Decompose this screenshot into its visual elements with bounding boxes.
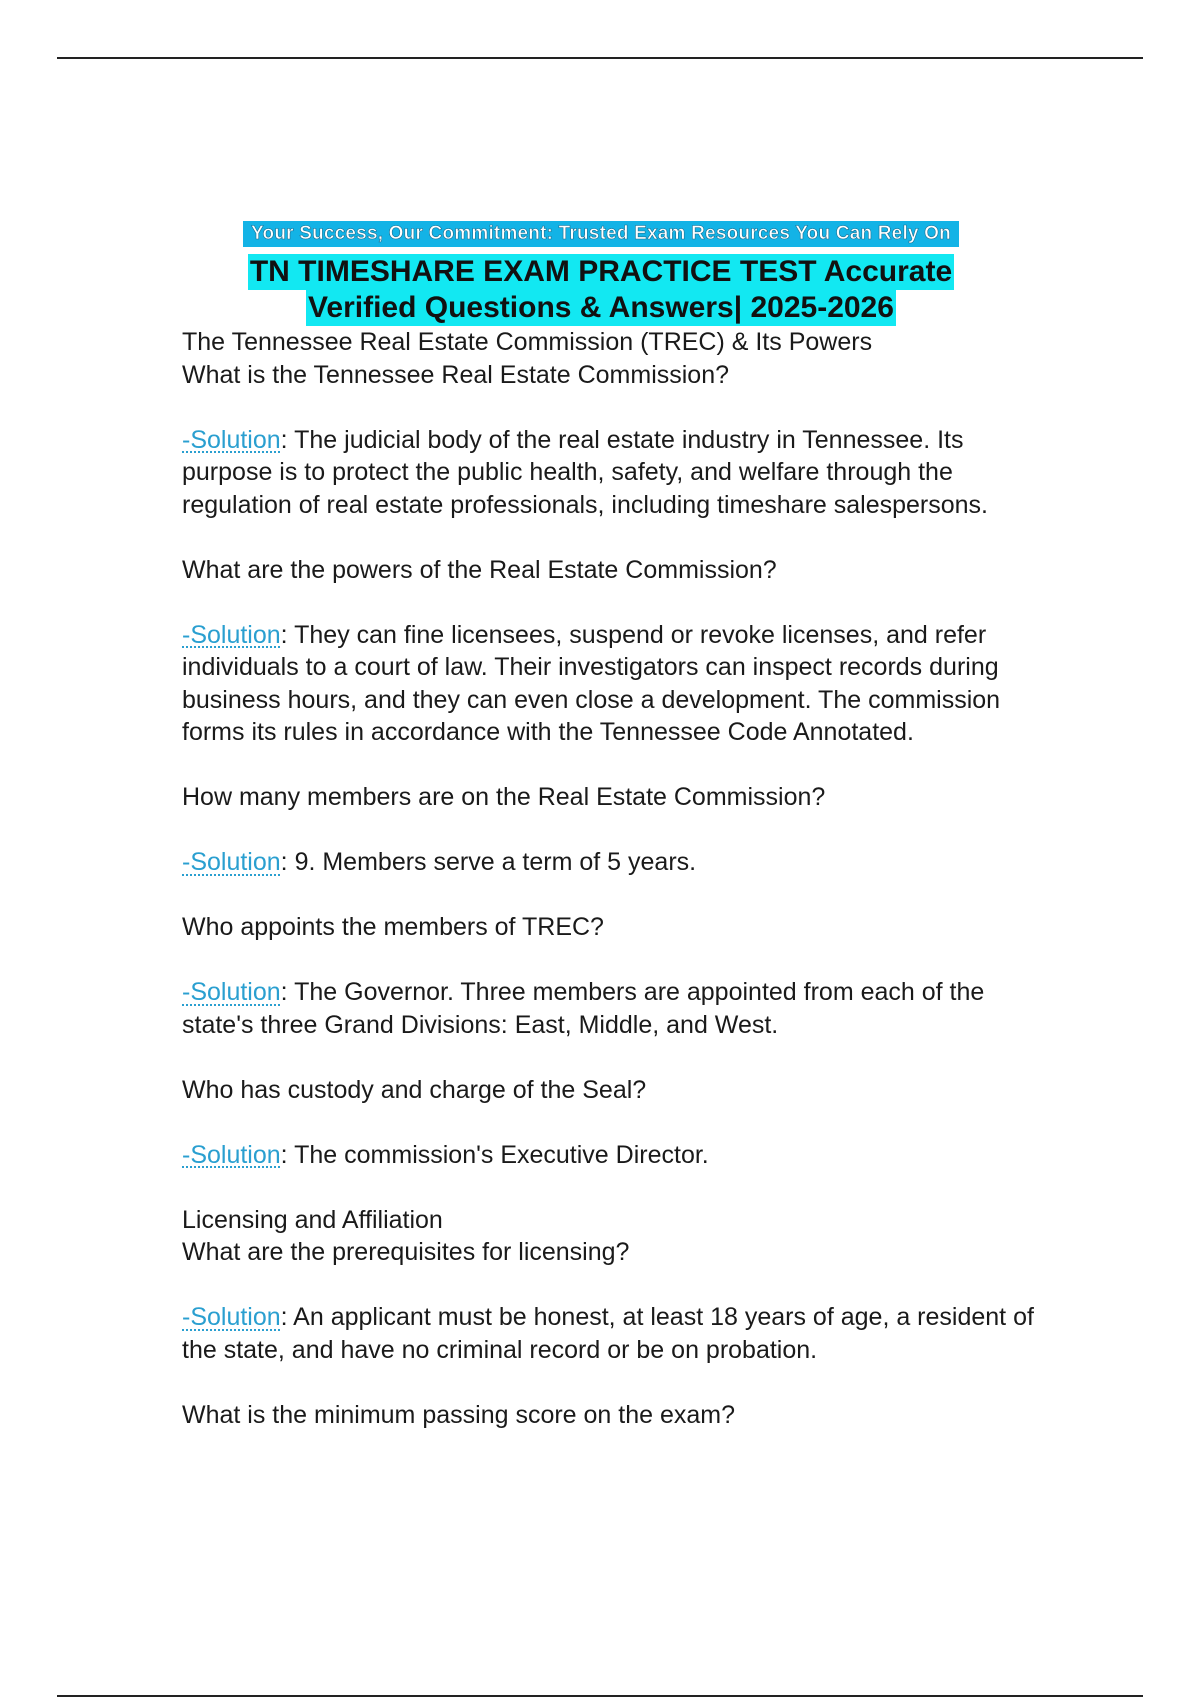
section-heading: The Tennessee Real Estate Commission (TREC) & Its Powers	[182, 328, 873, 356]
tagline-text: Your Success, Our Commitment: Trusted Exam Resources You Can Rely On	[243, 221, 959, 247]
solution-link[interactable]: -Solution	[182, 425, 281, 454]
answer	[182, 1139, 1042, 1172]
question: What is the minimum passing score on the exam?	[182, 1400, 736, 1429]
question: What are the powers of the Real Estate Commission?	[182, 555, 777, 584]
bottom-rule	[57, 1695, 1143, 1697]
answer	[182, 846, 1042, 879]
answer-text: : The Governor. Three members are appointed from each of the state's three Grand Divisions: East, Middle, and West.	[182, 978, 985, 1039]
answer	[182, 424, 1042, 522]
answer-text: : 9. Members serve a term of 5 years.	[280, 848, 697, 876]
solution-link[interactable]: -Solution	[182, 848, 281, 876]
question: Who has custody and charge of the Seal?	[182, 1075, 647, 1104]
top-rule	[57, 57, 1143, 59]
question: How many members are on the Real Estate Commission?	[182, 783, 826, 811]
answer-text: : An applicant must be honest, at least 18 years of age, a resident of the state, and have no criminal record or be on probation.	[182, 1303, 1034, 1364]
title-line-2: Verified Questions & Answers| 2025-2026	[308, 291, 894, 324]
question: What are the prerequisites for licensing?	[182, 1238, 630, 1266]
document-body	[182, 326, 1042, 1431]
solution-link[interactable]: -Solution	[182, 1140, 281, 1169]
solution-link[interactable]: -Solution	[182, 1303, 281, 1331]
question: Who appoints the members of TREC?	[182, 913, 604, 941]
question: What is the Tennessee Real Estate Commission?	[182, 360, 730, 389]
title-line-1: TN TIMESHARE EXAM PRACTICE TEST Accurate	[249, 255, 953, 288]
answer	[182, 619, 1042, 749]
answer-text: : They can fine licensees, suspend or revoke licenses, and refer individuals to a court of law. Their investigators can inspect records during business hours, and they can even close a development. The commission forms its rules in accordance with the Tennessee Code Annotated.	[182, 620, 1001, 746]
solution-link[interactable]: -Solution	[182, 978, 281, 1006]
tagline-banner	[184, 221, 1018, 247]
answer-text: : The judicial body of the real estate industry in Tennessee. Its purpose is to protect the public health, safety, and welfare through the regulation of real estate professionals, including timeshare salespersons.	[182, 425, 989, 519]
answer	[182, 1301, 1042, 1366]
answer-text: : The commission's Executive Director.	[280, 1140, 709, 1169]
answer	[182, 976, 1042, 1041]
document-title	[184, 254, 1018, 326]
solution-link[interactable]: -Solution	[182, 620, 281, 649]
section-heading: Licensing and Affiliation	[182, 1205, 443, 1234]
